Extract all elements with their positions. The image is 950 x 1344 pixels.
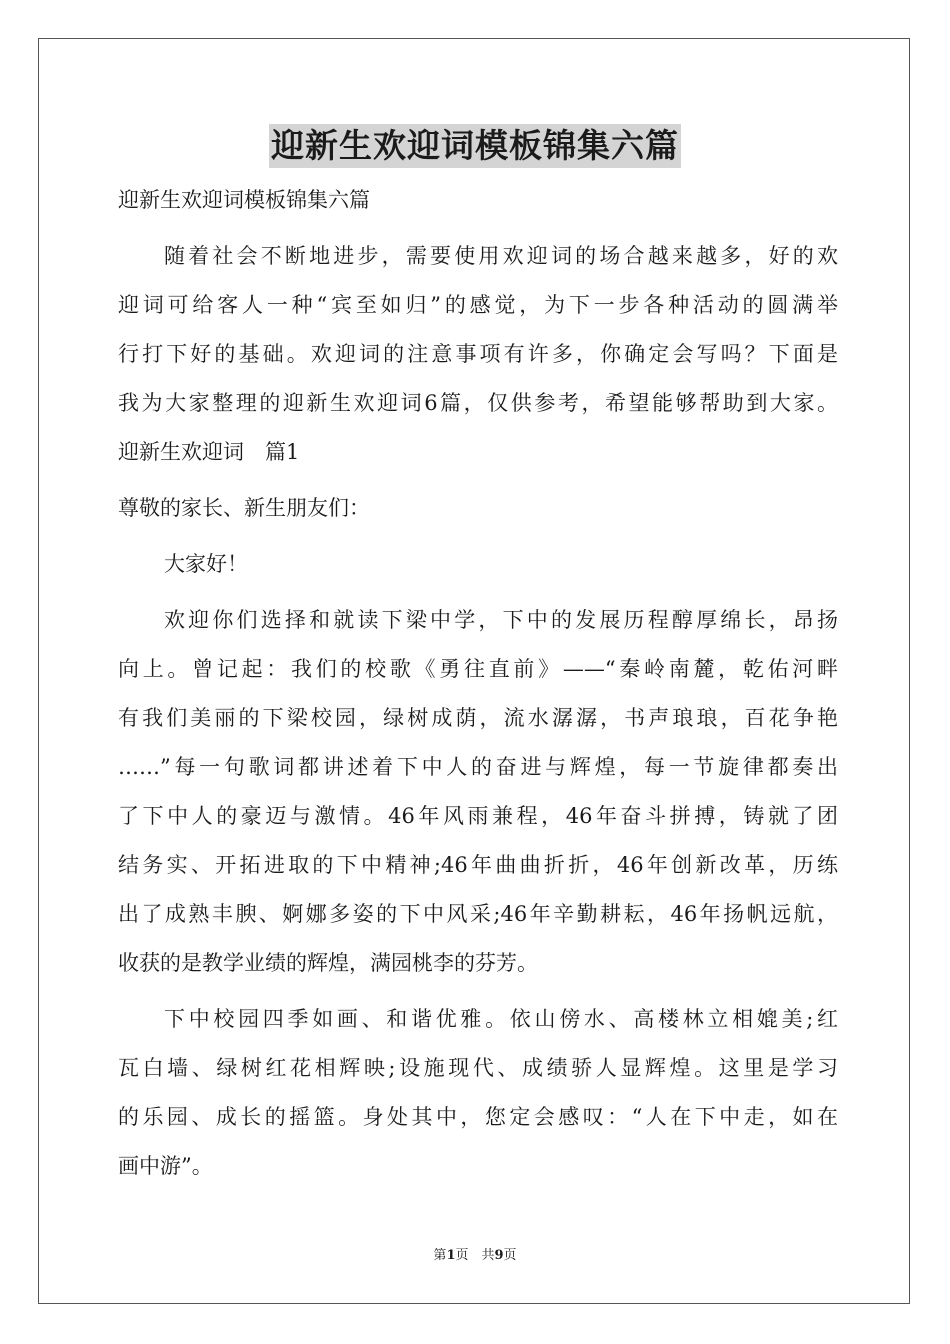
text-line: 向上。曾记起：我们的校歌《勇往直前》——“秦岭南麓，乾佑河畔	[118, 657, 838, 681]
text-line: 下中校园四季如画、和谐优雅。依山傍水、高楼林立相媲美;红	[164, 1007, 838, 1031]
text-line: 画中游”。	[118, 1154, 213, 1178]
footer-suffix: 页	[503, 1248, 517, 1263]
title-container	[0, 124, 950, 168]
text-line: 大家好！	[164, 552, 248, 576]
text-line: 出了成熟丰腴、婀娜多姿的下中风采;46年辛勤耕耘，46年扬帆远航，	[118, 902, 838, 926]
text-line: 尊敬的家长、新生朋友们：	[118, 496, 370, 520]
footer-prefix: 第	[433, 1248, 447, 1263]
footer-total-pages: 9	[494, 1248, 504, 1263]
footer-middle: 页 共	[455, 1248, 495, 1263]
text-line: 欢迎你们选择和就读下梁中学，下中的发展历程醇厚绵长，昂扬	[164, 608, 838, 632]
text-line: 随着社会不断地进步，需要使用欢迎词的场合越来越多，好的欢	[164, 244, 838, 268]
text-line: 瓦白墙、绿树红花相辉映;设施现代、成绩骄人显辉煌。这里是学习	[118, 1056, 838, 1080]
text-line: 收获的是教学业绩的辉煌，满园桃李的芬芳。	[118, 951, 538, 975]
text-line: 有我们美丽的下梁校园，绿树成荫，流水潺潺，书声琅琅，百花争艳	[118, 706, 838, 730]
text-line: 我为大家整理的迎新生欢迎词6篇，仅供参考，希望能够帮助到大家。	[118, 391, 838, 415]
text-line: 迎词可给客人一种“宾至如归”的感觉，为下一步各种活动的圆满举	[118, 293, 838, 317]
document-body	[118, 176, 838, 1191]
document-title: 迎新生欢迎词模板锦集六篇	[269, 124, 681, 168]
text-line: ……”每一句歌词都讲述着下中人的奋进与辉煌，每一节旋律都奏出	[118, 755, 838, 779]
page-footer	[0, 1246, 950, 1266]
text-line: 了下中人的豪迈与激情。46年风雨兼程，46年奋斗拼搏，铸就了团	[118, 804, 838, 828]
text-line: 迎新生欢迎词模板锦集六篇	[118, 188, 370, 212]
text-line: 结务实、开拓进取的下中精神;46年曲曲折折，46年创新改革，历练	[118, 853, 838, 877]
text-line: 的乐园、成长的摇篮。身处其中，您定会感叹：“人在下中走，如在	[118, 1105, 838, 1129]
text-line: 行打下好的基础。欢迎词的注意事项有许多，你确定会写吗？下面是	[118, 342, 838, 366]
footer-current-page: 1	[446, 1248, 456, 1263]
text-line: 迎新生欢迎词 篇1	[118, 440, 300, 464]
